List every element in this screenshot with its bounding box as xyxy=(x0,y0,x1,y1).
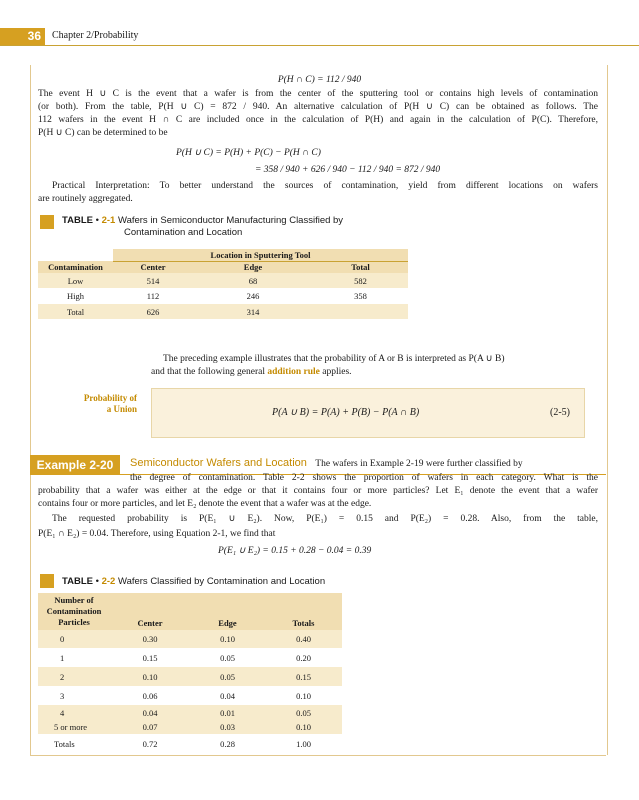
table-row: High 112 246 358 xyxy=(67,291,367,301)
example-equation: P(E₁ ∪ E₂) = 0.15 + 0.28 − 0.04 = 0.39 xyxy=(218,546,372,556)
table-row: Totals 0.72 0.28 1.00 xyxy=(54,738,311,749)
example-title: Semiconductor Wafers and Location xyxy=(130,457,307,469)
equation-number: (2-5) xyxy=(550,407,570,418)
table2-col-header: Totals xyxy=(292,618,315,628)
table2-col-header: Edge xyxy=(218,618,237,628)
paragraph-line: 112 wafers in the event H ∩ C are included once in the calculation of P(H) and again in the calculation of P(C). Therefore, xyxy=(38,115,598,125)
bullet: • xyxy=(95,576,99,587)
table-row: Low 514 68 582 xyxy=(38,273,408,288)
paragraph-line: (or both). From the table, P(H ∪ C) = 872 / 940. An alternative calculation of P(H ∪ C) can be obtained as follows. The xyxy=(38,102,598,112)
table-row: 2 0.10 0.05 0.15 xyxy=(38,667,342,686)
table-row: 1 0.15 0.05 0.20 xyxy=(60,652,311,663)
paragraph-union xyxy=(38,88,598,140)
table1-label: TABLE xyxy=(62,215,93,226)
equation-union-values: = 358 / 940 + 626 / 940 − 112 / 940 = 872 / 940 xyxy=(255,165,441,175)
interp-line: are routinely aggregated. xyxy=(38,194,133,204)
table2-col-header: Center xyxy=(137,618,163,628)
table1-title-1: Wafers in Semiconductor Manufacturing Classified by xyxy=(117,215,344,226)
side-heading: Probability of a Union xyxy=(83,393,137,414)
table1-title-2: Contamination and Location xyxy=(124,227,243,238)
example-banner: Example 2-20 xyxy=(30,455,120,475)
table-row: 3 0.06 0.04 0.10 xyxy=(60,690,311,701)
content-frame-bottom xyxy=(30,755,606,756)
table-marker-icon xyxy=(40,574,54,588)
table-row: 4 0.04 0.01 0.05 xyxy=(38,705,342,720)
chapter-title: Chapter 2/Probability xyxy=(52,30,139,41)
table2-label: TABLE xyxy=(62,576,93,587)
addition-rule-formula: P(A ∪ B) = P(A) + P(B) − P(A ∩ B) xyxy=(272,407,420,418)
paragraph-line: P(H ∪ C) can be determined to be xyxy=(38,128,168,138)
preceding-example-text: The preceding example illustrates that the probability of A or B is interpreted as P(A ∪ B) and that the following general addition rule applies. xyxy=(151,354,505,377)
formula-box xyxy=(151,388,585,438)
table2-title: Wafers Classified by Contamination and Location xyxy=(117,576,326,587)
table-2-1 xyxy=(38,249,408,319)
table1-col-header: Total xyxy=(313,261,408,273)
interp-line: Practical Interpretation: To better understand the sources of contamination, yield from different locations on wafers xyxy=(52,181,598,191)
page-number: 36 xyxy=(0,28,45,45)
table1-group-header: Location in Sputtering Tool xyxy=(113,249,408,261)
table1-number: 2-1 xyxy=(101,215,116,226)
practical-interpretation xyxy=(38,180,598,206)
table-row: 0 0.30 0.10 0.40 xyxy=(38,630,342,648)
table2-number: 2-2 xyxy=(101,576,116,587)
table2-header-row xyxy=(38,593,342,630)
table1-col-header: Edge xyxy=(193,261,313,273)
table2-caption xyxy=(62,576,325,588)
bullet: • xyxy=(95,215,99,226)
table2-col-header: Number of Contamination Particles xyxy=(46,595,102,627)
example-first-line: Semiconductor Wafers and Location The wafers in Example 2-19 were further classified by xyxy=(130,457,523,469)
equation-union-formula: P(H ∪ C) = P(H) + P(C) − P(H ∩ C) xyxy=(176,148,321,158)
header-rule xyxy=(0,45,639,46)
equation-h-and-c: P(H ∩ C) = 112 / 940 xyxy=(277,75,362,85)
paragraph-line: The event H ∪ C is the event that a wafer is from the center of the sputtering tool or contains high levels of contamination xyxy=(38,89,598,99)
table-2-2 xyxy=(38,593,342,753)
addition-rule-term: addition rule xyxy=(267,367,320,377)
example-body: the degree of contamination. Table 2-2 shows the proportion of wafers in each category. What is the probability that a wafer was either at the edge or that it contains four or more particles? Let E₁ denote the event that a wafer contains four or more particles, and let E₂ denote the event that a wafer was at the edge. The requested probability is P(E₁ ∪ E₂). Now, P(E₁) = 0.15 and P(E₂) = 0.28. Also, from the table, P(E₁ ∩ E₂) = 0.04. Therefore, using Equation 2-1, we find that xyxy=(38,473,598,539)
table-row: 5 or more 0.07 0.03 0.10 xyxy=(38,720,342,734)
table-marker-icon xyxy=(40,215,54,229)
table-row: Total 626 314 xyxy=(38,304,408,319)
table1-caption xyxy=(62,215,343,239)
table1-col-header: Center xyxy=(113,261,193,273)
table1-col-header: Contamination xyxy=(38,261,113,273)
